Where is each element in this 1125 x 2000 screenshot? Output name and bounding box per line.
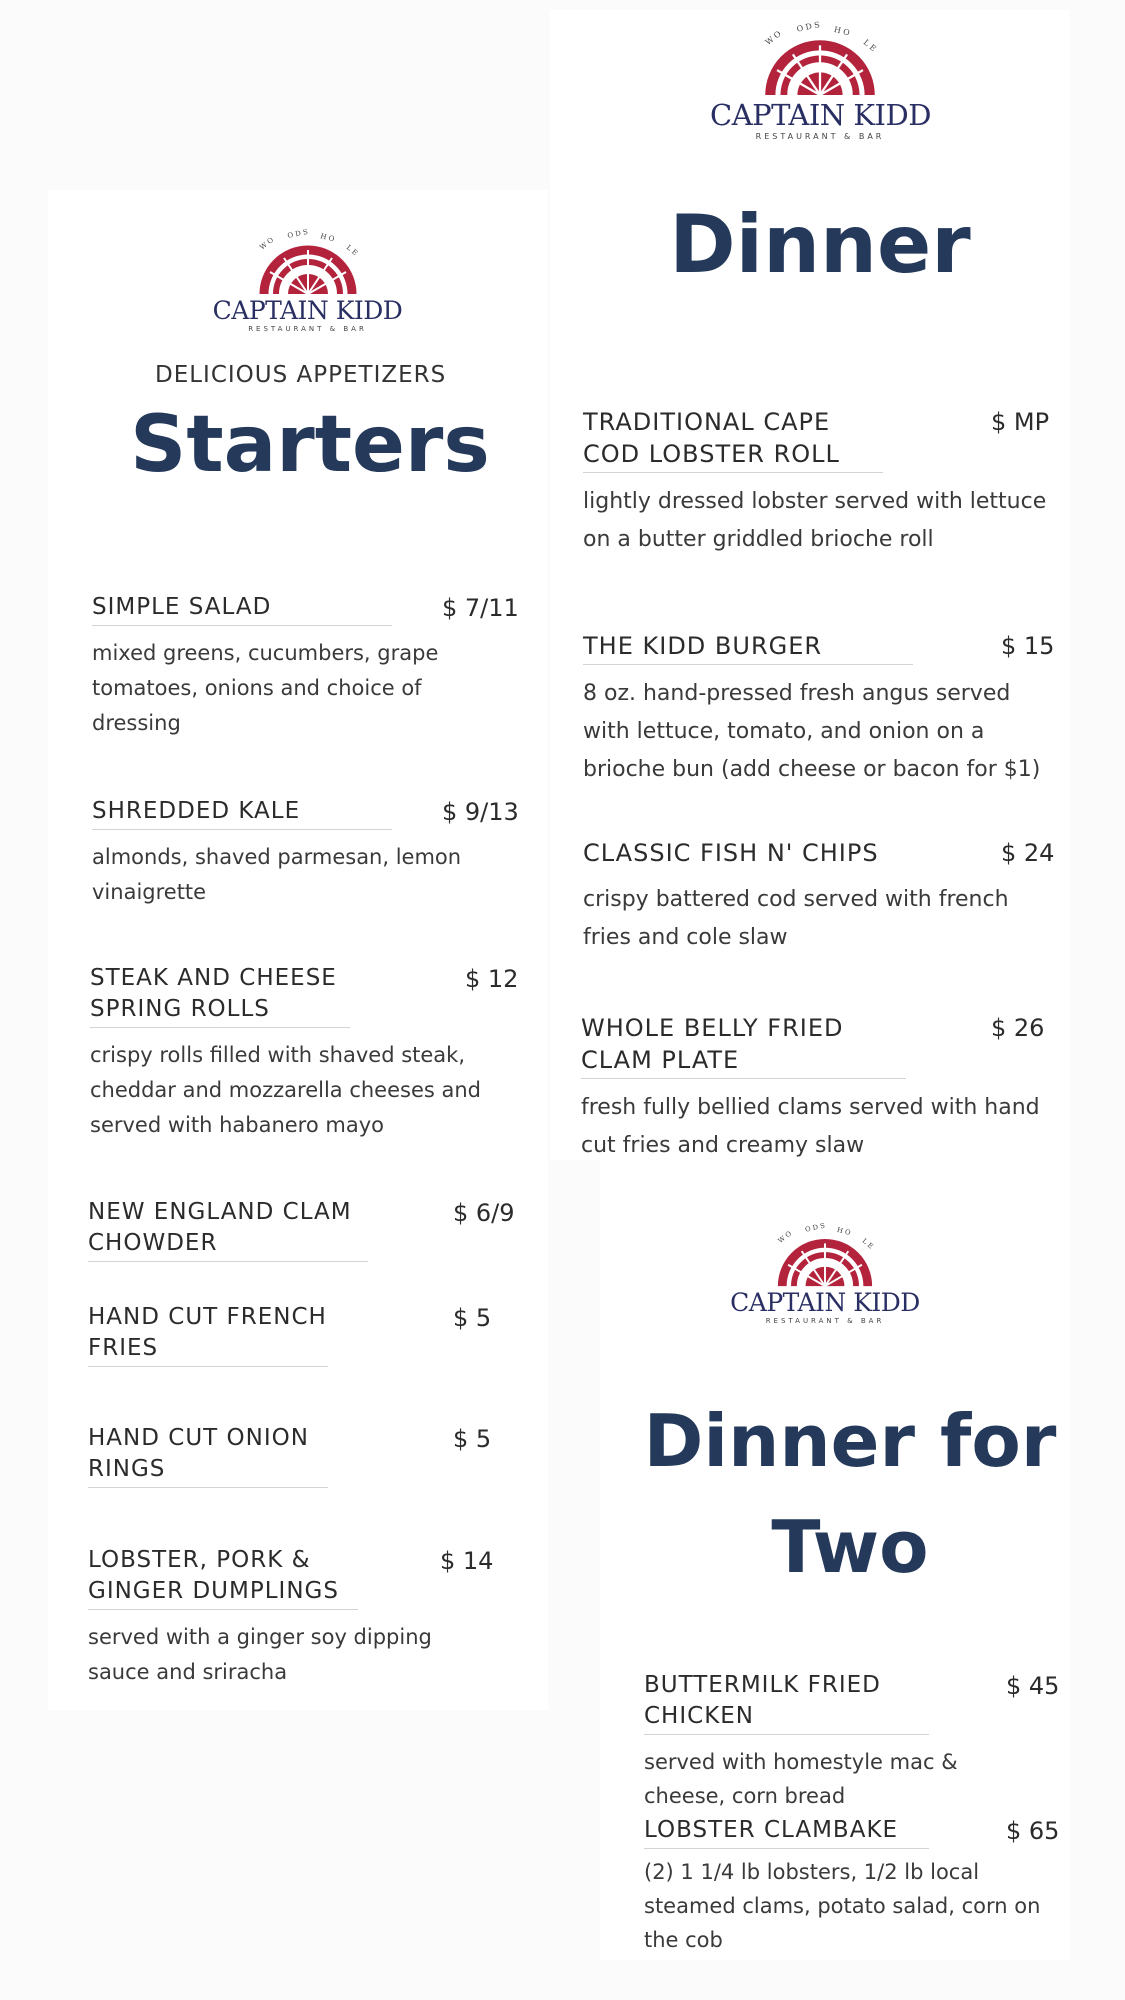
- item-name: TRADITIONAL CAPE COD LOBSTER ROLL: [583, 406, 883, 473]
- menu-item-shredded-kale: [92, 796, 519, 910]
- svg-text:W O: W O: [763, 29, 783, 47]
- item-price: $ 9/13: [442, 798, 519, 826]
- item-name: SHREDDED KALE: [92, 796, 392, 830]
- captain-kidd-logo: [210, 228, 405, 333]
- item-name: STEAK AND CHEESE SPRING ROLLS: [90, 963, 350, 1028]
- ship-wheel-logo-icon: [750, 20, 890, 100]
- item-description: mixed greens, cucumbers, grape tomatoes, onions and choice of dressing: [92, 641, 439, 735]
- logo-name: CAPTAIN KIDD: [212, 296, 403, 325]
- item-name: CLASSIC FISH N' CHIPS: [583, 839, 879, 867]
- item-price: $ 5: [453, 1304, 492, 1332]
- menu-item-steak-and-cheese-spring-rolls: [90, 963, 519, 1143]
- title-line-1: Dinner for: [643, 1399, 1057, 1483]
- item-price: $ 45: [1006, 1672, 1060, 1700]
- item-name: HAND CUT FRENCH FRIES: [88, 1302, 328, 1367]
- logo-name: CAPTAIN KIDD: [730, 1288, 920, 1317]
- item-name: SIMPLE SALAD: [92, 592, 392, 626]
- logo-subtitle: RESTAURANT & BAR: [755, 132, 885, 141]
- item-description: served with homestyle mac & cheese, corn bread: [644, 1750, 958, 1808]
- item-price: $ 14: [440, 1547, 494, 1575]
- item-price: $ 26: [991, 1014, 1045, 1042]
- menu-item-simple-salad: [92, 592, 519, 741]
- svg-text:W O: W O: [776, 1229, 794, 1245]
- item-name: THE KIDD BURGER: [583, 630, 913, 665]
- appetizers-subtitle: DELICIOUS APPETIZERS: [155, 362, 447, 388]
- logo-name: CAPTAIN KIDD: [710, 98, 932, 132]
- item-price: $ 7/11: [442, 594, 519, 622]
- menu-item-new-england-clam-chowder: [88, 1197, 515, 1262]
- captain-kidd-logo: [725, 1222, 925, 1325]
- starters-title: Starters: [130, 400, 490, 490]
- menu-item-whole-belly-fried-clam-plate: [581, 1012, 1045, 1165]
- menu-item-hand-cut-onion-rings: [88, 1423, 492, 1488]
- svg-text:L E: L E: [344, 243, 359, 258]
- item-price: $ MP: [991, 408, 1050, 436]
- ship-wheel-logo-icon: [763, 1222, 887, 1290]
- svg-text:L E: L E: [861, 37, 878, 54]
- menu-item-lobster-clambake: [644, 1815, 1060, 1957]
- captain-kidd-logo: [710, 20, 930, 141]
- svg-text:H O: H O: [833, 24, 851, 38]
- menu-item-traditional-cape-cod-lobster-roll: [583, 406, 1050, 559]
- item-description: crispy battered cod served with french fries and cole slaw: [583, 887, 1009, 950]
- item-description: fresh fully bellied clams served with hand cut fries and creamy slaw: [581, 1095, 1040, 1158]
- title-line-2: Two: [771, 1505, 929, 1589]
- menu-item-classic-fish-n-chips: [583, 837, 1055, 957]
- logo-subtitle: RESTAURANT & BAR: [765, 1317, 885, 1325]
- menu-item-hand-cut-french-fries: [88, 1302, 492, 1367]
- svg-text:L E: L E: [860, 1236, 875, 1251]
- item-description: crispy rolls filled with shaved steak, cheddar and mozzarella cheeses and served with habanero mayo: [90, 1043, 482, 1137]
- menu-item-buttermilk-fried-chicken: [644, 1670, 1060, 1813]
- item-price: $ 5: [453, 1425, 492, 1453]
- svg-text:W O: W O: [257, 235, 275, 252]
- item-price: $ 65: [1006, 1817, 1060, 1845]
- item-name: WHOLE BELLY FRIED CLAM PLATE: [581, 1012, 906, 1079]
- item-description: (2) 1 1/4 lb lobsters, 1/2 lb local steamed clams, potato salad, corn on the cob: [644, 1860, 1041, 1952]
- ship-wheel-logo-icon: [246, 228, 370, 298]
- dinner-for-two-title: [640, 1388, 1060, 1600]
- dinner-panel: [550, 10, 1070, 1160]
- svg-text:O D S: O D S: [286, 228, 309, 240]
- item-name: LOBSTER CLAMBAKE: [644, 1815, 929, 1849]
- item-description: lightly dressed lobster served with lettuce on a butter griddled brioche roll: [583, 489, 1047, 552]
- menu-item-lobster-pork-ginger-dumplings: [88, 1545, 494, 1690]
- item-description: 8 oz. hand-pressed fresh angus served with lettuce, tomato, and onion on a brioche bun (add cheese or bacon for $1): [583, 681, 1041, 782]
- item-price: $ 24: [1001, 839, 1055, 867]
- item-name: NEW ENGLAND CLAM CHOWDER: [88, 1197, 368, 1262]
- menu-item-the-kidd-burger: [583, 630, 1055, 789]
- svg-text:O D S: O D S: [795, 20, 821, 34]
- svg-text:H O: H O: [836, 1225, 852, 1237]
- item-price: $ 15: [1001, 632, 1055, 660]
- item-description: almonds, shaved parmesan, lemon vinaigrette: [92, 845, 462, 904]
- item-price: $ 6/9: [453, 1199, 515, 1227]
- item-name: BUTTERMILK FRIED CHICKEN: [644, 1670, 929, 1735]
- svg-text:H O: H O: [319, 232, 335, 244]
- svg-text:O D S: O D S: [804, 1222, 826, 1234]
- item-name: LOBSTER, PORK & GINGER DUMPLINGS: [88, 1545, 358, 1610]
- dinner-title: Dinner: [669, 198, 971, 291]
- item-price: $ 12: [465, 965, 519, 993]
- item-description: served with a ginger soy dipping sauce and sriracha: [88, 1625, 432, 1684]
- logo-subtitle: RESTAURANT & BAR: [248, 325, 367, 333]
- item-name: HAND CUT ONION RINGS: [88, 1423, 328, 1488]
